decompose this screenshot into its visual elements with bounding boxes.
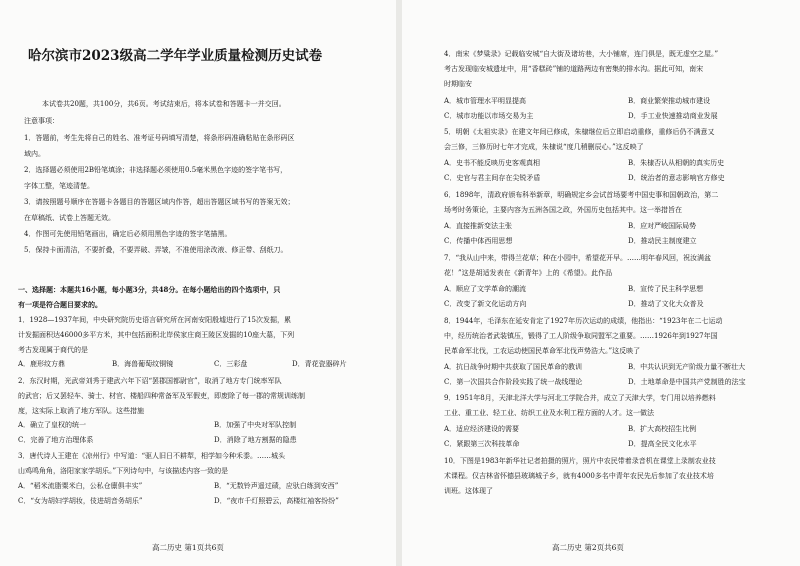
option: D．手工业快速推动商业发展 — [628, 112, 718, 120]
section-heading: 一、选择题：本题共16小题，每小题3分，共48分。在每小题给出的四个选项中，只 — [18, 285, 281, 294]
option: C．城市功能以市场交易为主 — [444, 112, 534, 120]
notice-heading: 注意事项： — [24, 117, 59, 125]
question-line: 的武官；后又罢轻车、骑士、材官、楼船四种常备军及军假吏，即废除了每一郡的常规训练制 — [18, 392, 305, 400]
page-footer: 高二历史 第2页共6页 — [552, 543, 624, 552]
question-line: 工业、重工业、轻工业、纺织工业及水利工程方面的人才。这一做法 — [444, 409, 654, 417]
question-line: 5．明朝《太祖实录》在建文年间已修成，朱棣继位后立即启动重修，重修后仍不满意又 — [444, 128, 715, 136]
question-line: 训班。这体现了 — [444, 487, 493, 495]
notice-line: 字体工整，笔迹清楚。 — [24, 182, 94, 190]
option: B．中共认识到无产阶级力量不断壮大 — [628, 363, 746, 371]
option: C．紧跟第三次科技革命 — [444, 440, 520, 448]
question-line: 4．南宋《梦粱录》记载临安城“自大街及诸坊巷，大小铺席，连门俱是，既无虚空之屋。” — [444, 50, 719, 58]
question-line: 6．1898年，清政府颁布科举新章，明确规定乡会试首场要考中国史事和国朝政治，第二 — [444, 191, 719, 199]
notice-line: 1．答题前，考生先将自己的姓名、准考证号码填写清楚，将条形码准确粘贴在条形码区 — [24, 134, 295, 142]
question-line: 场考时务策论，主要内容为五洲各国之政，外国历史包括其中。这一举措旨在 — [444, 206, 682, 214]
option: C．改变了新文化运动方向 — [444, 300, 527, 308]
page-footer: 高二历史 第1页共6页 — [152, 543, 224, 552]
option: C．史官与君主间存在尖锐矛盾 — [444, 174, 541, 182]
exam-intro: 本试卷共20题，共100分，共6页。考试结束后，将本试卷和答题卡一并交回。 — [42, 100, 286, 108]
option: B．海兽葡萄纹铜镜 — [112, 360, 174, 368]
option: B．“无数铃声遥过碛，应驮白练到安西” — [214, 482, 339, 490]
option: D．“夜市千灯照碧云，高楼红袖客纷纷” — [214, 497, 339, 505]
option: A．“稻米流脂粟米白，公私仓廪俱丰实” — [18, 482, 143, 490]
notice-line: 5．保持卡面清洁，不要折叠，不要弄破、弄皱，不准使用涂改液、修正带、刮纸刀。 — [24, 246, 288, 254]
exam-page-2 — [402, 0, 800, 566]
notice-line: 4．作图可先使用铅笔画出，确定后必须用黑色字迹的签字笔描黑。 — [24, 230, 232, 238]
question-line: 9．1951年8月，天津北洋大学与河北工学院合并，成立了天津大学，专门用以培养燃料 — [444, 394, 716, 402]
notice-line: 在草稿纸、试卷上答题无效。 — [24, 214, 115, 222]
notice-line: 2．选择题必须使用2B铅笔填涂；非选择题必须使用0.5毫米黑色字迹的签字笔书写， — [24, 166, 288, 174]
option: D．推动了文化大众普及 — [628, 300, 704, 308]
option: C．“女为胡妇学胡妆，伎进胡音务胡乐” — [18, 497, 143, 505]
question-line: 花！”这是胡适发表在《新青年》上的《希望》。此作品 — [444, 269, 613, 277]
question-line: 考古发现属于商代的是 — [18, 346, 88, 354]
question-line: 10．下图是1983年新华社记者拍摄的照片，照片中农民带着录音机在课堂上录制农业技 — [444, 457, 716, 465]
question-line: 1．1928—1937年间，中央研究院历史语言研究所在河南安阳殷墟进行了15次发掘，累 — [18, 316, 291, 324]
question-line: 度，这实际上取消了地方军队。这些措施 — [18, 407, 144, 415]
option: C．三彩盘 — [214, 360, 248, 368]
option: D．统治者的意志影响官方修史 — [628, 174, 725, 182]
notice-line: 3．请按照题号顺序在答题卡各题目的答题区域内作答，超出答题区域书写的答案无效； — [24, 198, 295, 206]
option: B．应对严峻国际局势 — [628, 222, 697, 230]
notice-line: 域内。 — [24, 150, 45, 158]
option: A．城市管理水平明显提高 — [444, 97, 527, 105]
option: B．宣传了民主科学思想 — [628, 285, 704, 293]
question-line: 计发掘面积达46000多平方米，其中包括面积北岸侯家庄商王陵区发掘的10座大墓，下列 — [18, 331, 295, 339]
option: B．扩大高校招生比例 — [628, 425, 697, 433]
option: B．商业繁荣推动城市建设 — [628, 97, 711, 105]
question-line: 3．唐代诗人王建在《凉州行》中写道：“驱人旧日不耕犁，相学如今种禾黍。……城头 — [18, 452, 286, 460]
option: A．确立了皇权的统一 — [18, 421, 87, 429]
option: A．直接推新变法主张 — [444, 222, 513, 230]
question-line: 中，经历统治者武装镇压，锻得了工人阶级争取同盟军之重要。……1926年到1927年国 — [444, 332, 718, 340]
option: B．朱棣否认从相朝的真实历史 — [628, 159, 725, 167]
option: A．顺应了文学革命的潮流 — [444, 285, 527, 293]
option: A．适应经济建设的需要 — [444, 425, 520, 433]
option: C．第一次国共合作阶段实践了统一战线理论 — [444, 378, 583, 386]
option: B．加强了中央对军队控制 — [214, 421, 297, 429]
question-line: 2．东汉时期，光武帝刘秀于建武六年下诏“罢郡国都尉官”，取消了地方专门统率军队 — [18, 377, 282, 385]
option: D．消除了地方割据的隐患 — [214, 436, 297, 444]
exam-page-1 — [0, 0, 396, 566]
question-line: 8．1944年，毛泽东在延安肯定了1927年历次运动的成绩，他指出：“1923年在二七运动 — [444, 317, 723, 325]
option: D．推动民主制度建立 — [628, 237, 697, 245]
section-heading: 有一项是符合题目要求的。 — [18, 300, 102, 309]
option: D．青花瓷器碎片 — [292, 360, 347, 368]
option: C．传播中体西用思想 — [444, 237, 513, 245]
option: D．提高全民文化水平 — [628, 440, 697, 448]
question-line: 山鸡鸣角角，洛阳家家学胡乐。”下列诗句中，与该描述内容一致的是 — [18, 467, 229, 475]
exam-title: 哈尔滨市2023级高二学年学业质量检测历史试卷 — [28, 48, 323, 64]
option: A．鹿形纹方鼎 — [18, 360, 66, 368]
option: A．抗日战争时期中共获取了国民革命的教训 — [444, 363, 583, 371]
question-line: 会三修，三修历时七年才完成，朱棣说“度几稍删辰心。”这反映了 — [444, 143, 644, 151]
question-line: 考古发现临安城遗址中，用“香糕砖”铺的道路两边有密集的排水沟。据此可知，南宋 — [444, 65, 704, 73]
option: C．完善了地方治理体系 — [18, 436, 94, 444]
question-line: 7．“我从山中来，带得兰花草；种在小园中，希望花开早。……明年春风回，祝汝满盆 — [444, 254, 712, 262]
question-line: 术课程。仅吉林省怀德县玻璃城子乡，就有4000多名中青年农民先后参加了农业技术培 — [444, 472, 714, 480]
option: A．史书不能反映历史客观真相 — [444, 159, 541, 167]
option: D．土地革命是中国共产党制胜的法宝 — [628, 378, 746, 386]
question-line: 时期临安 — [444, 80, 472, 88]
question-line: 民革命军北伐，工农运动使国民革命军北伐声势浩大。”这反映了 — [444, 347, 641, 355]
